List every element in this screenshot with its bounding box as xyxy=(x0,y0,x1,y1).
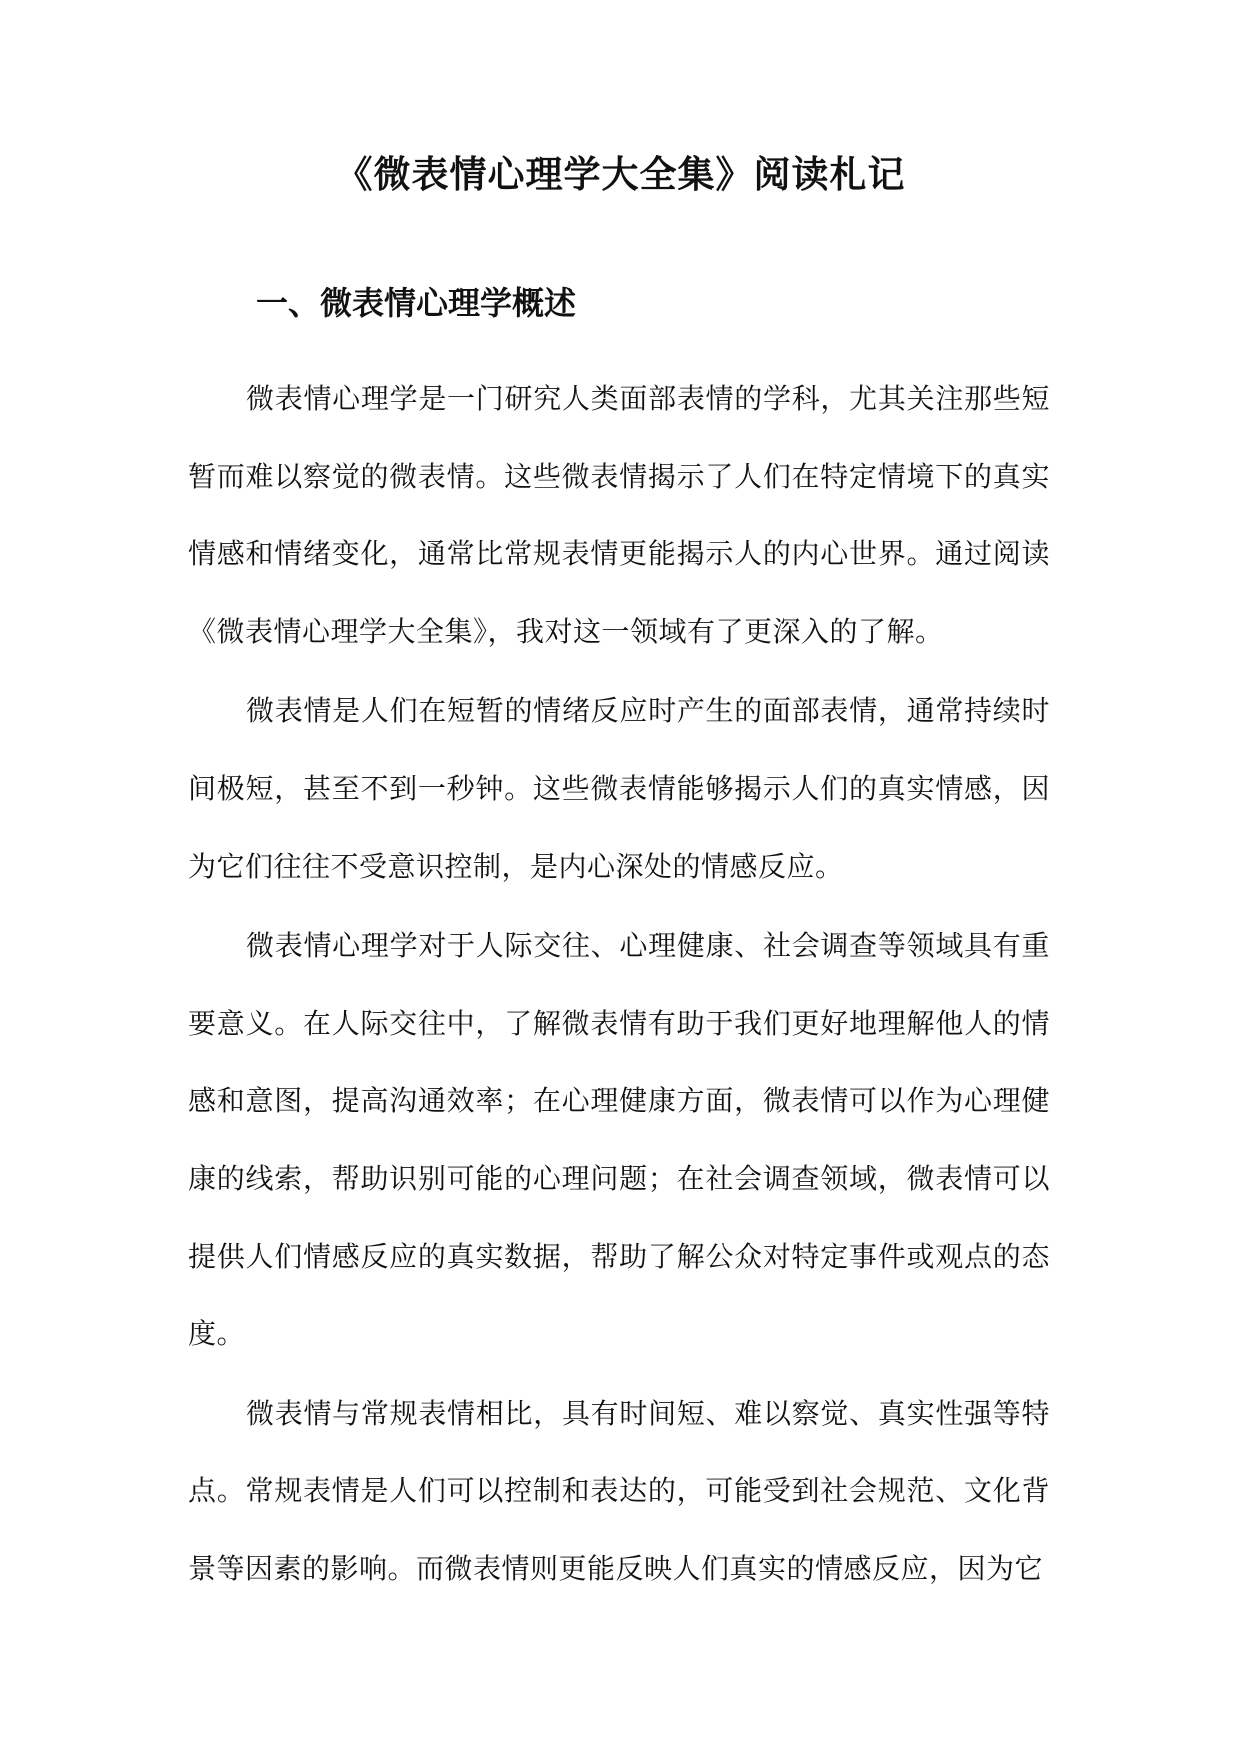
document-title: 《微表情心理学大全集》阅读札记 xyxy=(335,152,906,196)
paragraph: 微表情与常规表情相比，具有时间短、难以察觉、真实性强等特点。常规表情是人们可以控制和表达的，可能受到社会规范、文化背景等因素的影响。而微表情则更能反映人们真实的情感反应，因为它 xyxy=(188,1396,1050,1585)
section-heading: 一、微表情心理学概述 xyxy=(256,284,577,322)
paragraph: 微表情是人们在短暂的情绪反应时产生的面部表情，通常持续时间极短，甚至不到一秒钟。这些微表情能够揭示人们的真实情感，因为它们往往不受意识控制，是内心深处的情感反应。 xyxy=(188,694,1050,883)
document-body xyxy=(188,360,1050,1610)
paragraph: 微表情心理学对于人际交往、心理健康、社会调查等领域具有重要意义。在人际交往中，了解微表情有助于我们更好地理解他人的情感和意图，提高沟通效率；在心理健康方面，微表情可以作为心理健康的线索，帮助识别可能的心理问题；在社会调查领域，微表情可以提供人们情感反应的真实数据，帮助了解公众对特定事件或观点的态度。 xyxy=(188,929,1050,1351)
paragraph: 微表情心理学是一门研究人类面部表情的学科，尤其关注那些短暂而难以察觉的微表情。这些微表情揭示了人们在特定情境下的真实情感和情绪变化，通常比常规表情更能揭示人的内心世界。通过阅读《微表情心理学大全集》，我对这一领域有了更深入的了解。 xyxy=(188,382,1050,648)
